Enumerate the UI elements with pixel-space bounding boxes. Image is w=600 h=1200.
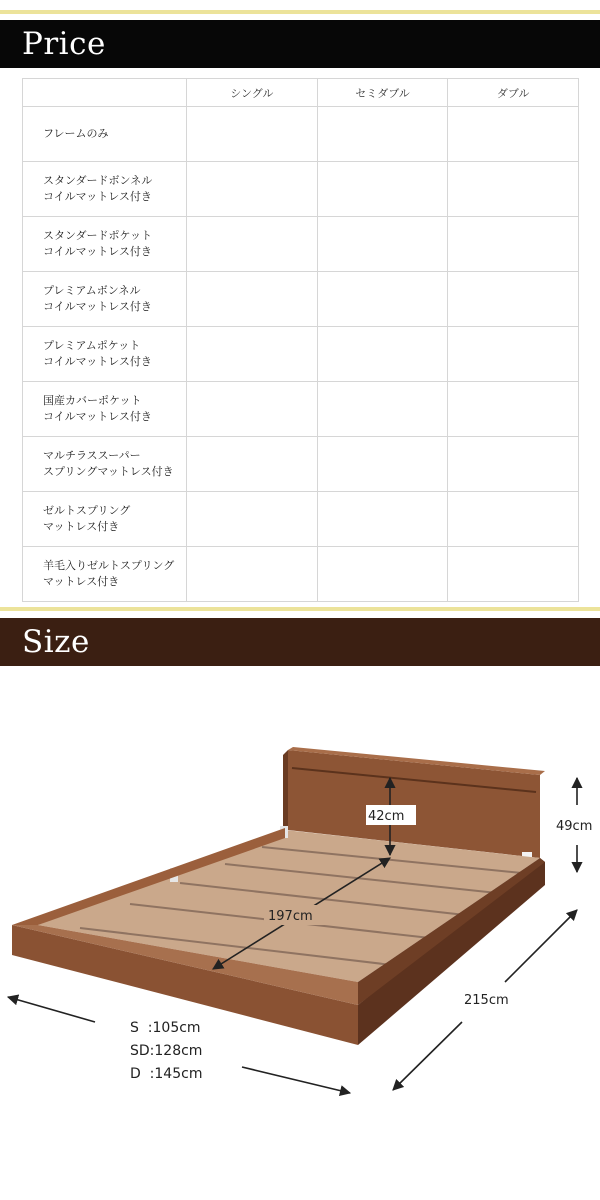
table-row bbox=[23, 327, 579, 382]
table-row bbox=[23, 107, 579, 162]
width-arrow-left bbox=[8, 997, 95, 1022]
price-cell bbox=[317, 217, 448, 272]
width-double-label: D :145cm bbox=[130, 1066, 203, 1082]
table-row bbox=[23, 547, 579, 602]
total-height-label: 49cm bbox=[556, 819, 593, 834]
total-length-arrow bbox=[505, 910, 577, 982]
table-row bbox=[23, 437, 579, 492]
price-cell bbox=[187, 107, 318, 162]
column-header-double: ダブル bbox=[448, 79, 579, 107]
price-cell bbox=[317, 547, 448, 602]
row-label: プレミアムポケット コイルマットレス付き bbox=[23, 327, 187, 382]
price-cell bbox=[317, 437, 448, 492]
price-cell bbox=[317, 327, 448, 382]
price-cell bbox=[448, 272, 579, 327]
price-cell bbox=[187, 327, 318, 382]
table-row bbox=[23, 382, 579, 437]
price-cell bbox=[187, 492, 318, 547]
price-section-header bbox=[0, 20, 600, 68]
price-cell bbox=[187, 547, 318, 602]
price-cell bbox=[187, 382, 318, 437]
price-cell bbox=[448, 217, 579, 272]
price-title: Price bbox=[22, 26, 106, 62]
row-label: プレミアムボンネル コイルマットレス付き bbox=[23, 272, 187, 327]
price-cell bbox=[317, 272, 448, 327]
total-length-arrow-lower bbox=[393, 1022, 462, 1090]
price-table bbox=[22, 78, 579, 602]
table-row bbox=[23, 492, 579, 547]
column-header-single: シングル bbox=[187, 79, 318, 107]
price-cell bbox=[448, 327, 579, 382]
row-label: ゼルトスプリング マットレス付き bbox=[23, 492, 187, 547]
price-cell bbox=[448, 107, 579, 162]
headboard-height-label: 42cm bbox=[368, 809, 405, 824]
price-cell bbox=[187, 162, 318, 217]
table-row bbox=[23, 272, 579, 327]
column-header-semi-double: セミダブル bbox=[317, 79, 448, 107]
row-label: 羊毛入りゼルトスプリング マットレス付き bbox=[23, 547, 187, 602]
price-cell bbox=[448, 547, 579, 602]
inner-length-label: 197cm bbox=[268, 909, 313, 924]
price-cell bbox=[317, 162, 448, 217]
row-label: 国産カバーポケット コイルマットレス付き bbox=[23, 382, 187, 437]
width-arrow-right bbox=[242, 1067, 350, 1093]
bed-size-drawing bbox=[0, 668, 600, 1200]
width-single-label: S :105cm bbox=[130, 1020, 201, 1036]
price-table-corner-cell bbox=[23, 79, 187, 107]
size-accent-line bbox=[0, 607, 600, 611]
row-label: マルチラススーパー スプリングマットレス付き bbox=[23, 437, 187, 492]
size-title: Size bbox=[22, 624, 90, 660]
price-cell bbox=[448, 382, 579, 437]
price-cell bbox=[448, 162, 579, 217]
price-table-header-row bbox=[23, 79, 579, 107]
row-label: スタンダードボンネル コイルマットレス付き bbox=[23, 162, 187, 217]
table-row bbox=[23, 162, 579, 217]
price-cell bbox=[187, 437, 318, 492]
price-cell bbox=[317, 382, 448, 437]
price-cell bbox=[317, 107, 448, 162]
row-label: スタンダードポケット コイルマットレス付き bbox=[23, 217, 187, 272]
row-label: フレームのみ bbox=[23, 107, 187, 162]
table-row bbox=[23, 217, 579, 272]
price-cell bbox=[187, 217, 318, 272]
price-cell bbox=[448, 437, 579, 492]
price-cell bbox=[317, 492, 448, 547]
size-section-header bbox=[0, 618, 600, 666]
price-cell bbox=[187, 272, 318, 327]
width-semi-double-label: SD:128cm bbox=[130, 1043, 203, 1059]
price-cell bbox=[448, 492, 579, 547]
price-accent-line bbox=[0, 10, 600, 14]
total-length-label: 215cm bbox=[464, 993, 509, 1008]
